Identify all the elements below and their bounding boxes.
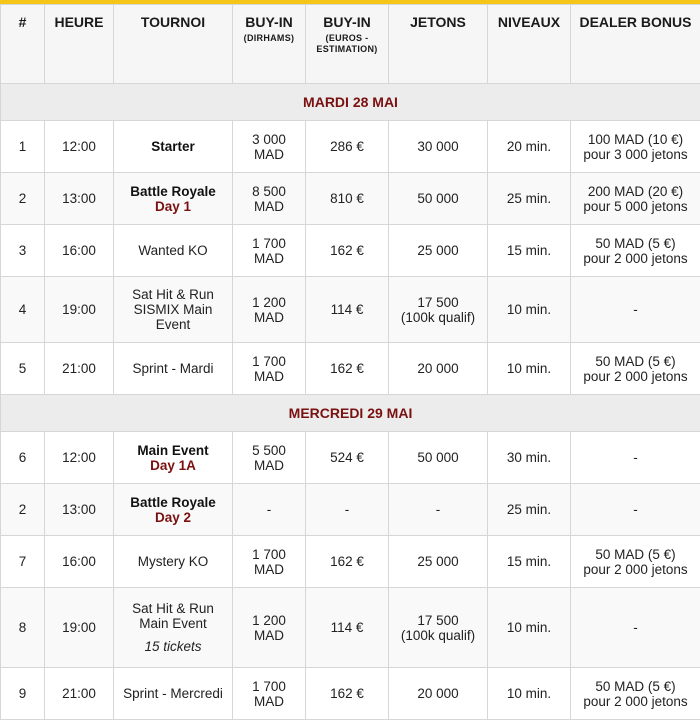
cell-num: [1, 225, 45, 277]
cell-niveaux: [488, 277, 571, 343]
cell-niveaux: [488, 121, 571, 173]
niveaux-text: 10 min.: [507, 361, 551, 376]
tournament-name: Wanted KO: [118, 243, 228, 258]
cell-buyin-eur: [306, 536, 389, 588]
buyin-mad-amount: 1 700: [237, 354, 301, 369]
jetons-amount: 50 000: [393, 191, 483, 206]
cell-dealer-bonus: [571, 121, 700, 173]
niveaux-text: 10 min.: [507, 620, 551, 635]
jetons-amount: 17 500: [393, 613, 483, 628]
header-niveaux: NIVEAUX: [488, 5, 571, 84]
num-text: 7: [19, 554, 27, 569]
tournament-name: Sat Hit & Run SISMIX Main Event: [118, 287, 228, 332]
jetons-amount: 30 000: [393, 139, 483, 154]
jetons-amount: 50 000: [393, 450, 483, 465]
cell-buyin-mad: [233, 536, 306, 588]
cell-tournoi: [114, 343, 233, 395]
tournament-day: Day 1A: [118, 458, 228, 473]
dealer-bonus-amount: 100 MAD (10 €): [575, 132, 696, 147]
num-text: 2: [19, 191, 27, 206]
cell-tournoi: [114, 121, 233, 173]
cell-tournoi: [114, 588, 233, 668]
cell-jetons: [389, 668, 488, 720]
buyin-mad-amount: 1 200: [237, 295, 301, 310]
table-row: [1, 484, 700, 536]
table-row: [1, 173, 700, 225]
num-text: 4: [19, 302, 27, 317]
cell-heure: [45, 121, 114, 173]
dealer-bonus-amount: 50 MAD (5 €): [575, 236, 696, 251]
niveaux-text: 15 min.: [507, 243, 551, 258]
tournament-name: Main Event: [118, 443, 228, 458]
heure-text: 12:00: [62, 139, 96, 154]
cell-niveaux: [488, 536, 571, 588]
niveaux-text: 10 min.: [507, 302, 551, 317]
table-row: [1, 536, 700, 588]
dealer-bonus-amount: -: [575, 620, 696, 635]
dealer-bonus-amount: -: [575, 302, 696, 317]
header-jetons: JETONS: [389, 5, 488, 84]
cell-dealer-bonus: [571, 484, 700, 536]
cell-buyin-eur: [306, 121, 389, 173]
cell-heure: [45, 536, 114, 588]
cell-jetons: [389, 225, 488, 277]
cell-buyin-mad: [233, 484, 306, 536]
niveaux-text: 15 min.: [507, 554, 551, 569]
buyin-mad-currency: MAD: [237, 694, 301, 709]
buyin-mad-currency: MAD: [237, 251, 301, 266]
cell-num: [1, 588, 45, 668]
cell-dealer-bonus: [571, 668, 700, 720]
buyin-mad-amount: 1 700: [237, 236, 301, 251]
jetons-note: (100k qualif): [393, 628, 483, 643]
cell-num: [1, 484, 45, 536]
niveaux-text: 25 min.: [507, 502, 551, 517]
cell-tournoi: [114, 484, 233, 536]
tournament-name: Starter: [118, 139, 228, 154]
cell-jetons: [389, 121, 488, 173]
table-row: [1, 121, 700, 173]
header-buyin-mad: BUY-IN (DIRHAMS): [233, 5, 306, 84]
tournament-schedule-table: [0, 4, 700, 720]
cell-buyin-mad: [233, 173, 306, 225]
cell-tournoi: [114, 536, 233, 588]
heure-text: 13:00: [62, 502, 96, 517]
buyin-mad-amount: 1 700: [237, 679, 301, 694]
cell-niveaux: [488, 588, 571, 668]
buyin-mad-amount: 8 500: [237, 184, 301, 199]
heure-text: 12:00: [62, 450, 96, 465]
buyin-mad-amount: 3 000: [237, 132, 301, 147]
table-row: [1, 225, 700, 277]
tournament-day: Day 1: [118, 199, 228, 214]
tournament-note: 15 tickets: [118, 639, 228, 654]
buyin-eur-text: 810 €: [330, 191, 364, 206]
header-tournoi: TOURNOI: [114, 5, 233, 84]
num-text: 6: [19, 450, 27, 465]
cell-num: [1, 668, 45, 720]
niveaux-text: 20 min.: [507, 139, 551, 154]
cell-jetons: [389, 432, 488, 484]
dealer-bonus-detail: pour 5 000 jetons: [575, 199, 696, 214]
tournament-day: Day 2: [118, 510, 228, 525]
header-dealer-bonus: DEALER BONUS: [571, 5, 700, 84]
buyin-eur-text: -: [345, 502, 350, 517]
jetons-amount: 20 000: [393, 361, 483, 376]
cell-niveaux: [488, 668, 571, 720]
cell-jetons: [389, 277, 488, 343]
dealer-bonus-detail: pour 2 000 jetons: [575, 562, 696, 577]
jetons-amount: 20 000: [393, 686, 483, 701]
cell-tournoi: [114, 432, 233, 484]
cell-niveaux: [488, 343, 571, 395]
cell-tournoi: [114, 277, 233, 343]
cell-jetons: [389, 173, 488, 225]
table-row: [1, 432, 700, 484]
cell-jetons: [389, 484, 488, 536]
heure-text: 21:00: [62, 686, 96, 701]
cell-niveaux: [488, 173, 571, 225]
dealer-bonus-amount: 200 MAD (20 €): [575, 184, 696, 199]
table-row: [1, 277, 700, 343]
cell-buyin-mad: [233, 668, 306, 720]
cell-niveaux: [488, 484, 571, 536]
section-title: MERCREDI 29 MAI: [1, 395, 700, 432]
jetons-amount: 25 000: [393, 243, 483, 258]
table-row: [1, 668, 700, 720]
num-text: 9: [19, 686, 27, 701]
dealer-bonus-amount: -: [575, 502, 696, 517]
buyin-eur-text: 162 €: [330, 554, 364, 569]
table-row: [1, 343, 700, 395]
jetons-amount: -: [393, 502, 483, 517]
cell-jetons: [389, 536, 488, 588]
cell-tournoi: [114, 668, 233, 720]
buyin-eur-text: 114 €: [331, 620, 364, 635]
heure-text: 16:00: [62, 243, 96, 258]
buyin-mad-amount: -: [237, 502, 301, 517]
dealer-bonus-detail: pour 3 000 jetons: [575, 147, 696, 162]
cell-num: [1, 536, 45, 588]
cell-jetons: [389, 588, 488, 668]
heure-text: 19:00: [62, 620, 96, 635]
cell-num: [1, 343, 45, 395]
buyin-mad-currency: MAD: [237, 199, 301, 214]
header-heure: HEURE: [45, 5, 114, 84]
tournament-name: Battle Royale: [118, 495, 228, 510]
cell-buyin-eur: [306, 484, 389, 536]
cell-heure: [45, 277, 114, 343]
cell-num: [1, 277, 45, 343]
cell-buyin-mad: [233, 277, 306, 343]
buyin-mad-currency: MAD: [237, 562, 301, 577]
heure-text: 19:00: [62, 302, 96, 317]
cell-dealer-bonus: [571, 225, 700, 277]
cell-heure: [45, 343, 114, 395]
tournament-name: Battle Royale: [118, 184, 228, 199]
buyin-mad-currency: MAD: [237, 369, 301, 384]
cell-heure: [45, 484, 114, 536]
heure-text: 13:00: [62, 191, 96, 206]
dealer-bonus-detail: pour 2 000 jetons: [575, 694, 696, 709]
dealer-bonus-detail: pour 2 000 jetons: [575, 251, 696, 266]
num-text: 1: [19, 139, 27, 154]
buyin-eur-text: 524 €: [330, 450, 364, 465]
buyin-eur-text: 162 €: [330, 686, 364, 701]
cell-buyin-eur: [306, 225, 389, 277]
dealer-bonus-amount: -: [575, 450, 696, 465]
buyin-mad-amount: 1 700: [237, 547, 301, 562]
buyin-eur-text: 114 €: [331, 302, 364, 317]
tournament-name: Sprint - Mardi: [118, 361, 228, 376]
buyin-eur-text: 162 €: [330, 243, 364, 258]
cell-buyin-mad: [233, 588, 306, 668]
section-row: [1, 84, 700, 121]
cell-dealer-bonus: [571, 343, 700, 395]
cell-dealer-bonus: [571, 432, 700, 484]
cell-heure: [45, 668, 114, 720]
table-header-row: [1, 5, 700, 84]
cell-jetons: [389, 343, 488, 395]
buyin-eur-text: 286 €: [330, 139, 364, 154]
cell-buyin-mad: [233, 343, 306, 395]
buyin-mad-currency: MAD: [237, 147, 301, 162]
cell-dealer-bonus: [571, 536, 700, 588]
buyin-mad-currency: MAD: [237, 628, 301, 643]
cell-niveaux: [488, 225, 571, 277]
buyin-mad-amount: 1 200: [237, 613, 301, 628]
cell-tournoi: [114, 225, 233, 277]
tournament-name: Sat Hit & Run Main Event: [118, 601, 228, 631]
cell-buyin-mad: [233, 225, 306, 277]
cell-heure: [45, 432, 114, 484]
cell-buyin-eur: [306, 588, 389, 668]
cell-niveaux: [488, 432, 571, 484]
tournament-name: Sprint - Mercredi: [118, 686, 228, 701]
cell-heure: [45, 588, 114, 668]
dealer-bonus-amount: 50 MAD (5 €): [575, 354, 696, 369]
cell-num: [1, 121, 45, 173]
cell-heure: [45, 173, 114, 225]
cell-heure: [45, 225, 114, 277]
buyin-eur-text: 162 €: [330, 361, 364, 376]
table-row: [1, 588, 700, 668]
cell-dealer-bonus: [571, 588, 700, 668]
dealer-bonus-detail: pour 2 000 jetons: [575, 369, 696, 384]
buyin-mad-currency: MAD: [237, 458, 301, 473]
tournament-name: Mystery KO: [118, 554, 228, 569]
heure-text: 16:00: [62, 554, 96, 569]
buyin-mad-currency: MAD: [237, 310, 301, 325]
cell-buyin-mad: [233, 432, 306, 484]
niveaux-text: 25 min.: [507, 191, 551, 206]
cell-num: [1, 173, 45, 225]
header-buyin-eur: BUY-IN (EUROS - ESTIMATION): [306, 5, 389, 84]
section-title: MARDI 28 MAI: [1, 84, 700, 121]
jetons-amount: 25 000: [393, 554, 483, 569]
cell-buyin-eur: [306, 432, 389, 484]
section-row: [1, 395, 700, 432]
niveaux-text: 30 min.: [507, 450, 551, 465]
cell-buyin-mad: [233, 121, 306, 173]
buyin-mad-amount: 5 500: [237, 443, 301, 458]
cell-dealer-bonus: [571, 277, 700, 343]
jetons-note: (100k qualif): [393, 310, 483, 325]
jetons-amount: 17 500: [393, 295, 483, 310]
header-num: #: [1, 5, 45, 84]
num-text: 3: [19, 243, 27, 258]
cell-buyin-eur: [306, 277, 389, 343]
num-text: 8: [19, 620, 27, 635]
cell-tournoi: [114, 173, 233, 225]
num-text: 5: [19, 361, 27, 376]
cell-num: [1, 432, 45, 484]
niveaux-text: 10 min.: [507, 686, 551, 701]
cell-buyin-eur: [306, 343, 389, 395]
cell-buyin-eur: [306, 668, 389, 720]
cell-dealer-bonus: [571, 173, 700, 225]
cell-buyin-eur: [306, 173, 389, 225]
dealer-bonus-amount: 50 MAD (5 €): [575, 679, 696, 694]
heure-text: 21:00: [62, 361, 96, 376]
num-text: 2: [19, 502, 27, 517]
dealer-bonus-amount: 50 MAD (5 €): [575, 547, 696, 562]
